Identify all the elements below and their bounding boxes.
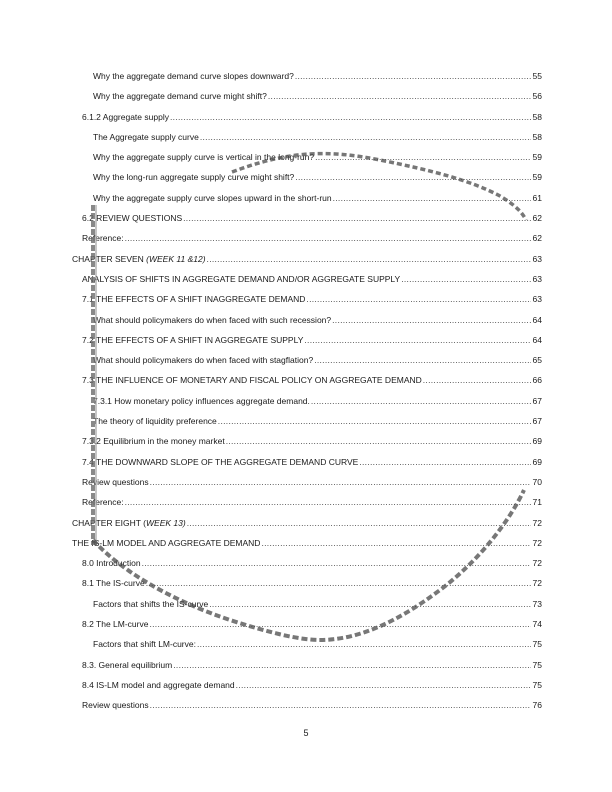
- toc-entry[interactable]: [72, 334, 542, 354]
- toc-leader-dots: [261, 537, 531, 549]
- toc-entry[interactable]: [72, 395, 542, 415]
- toc-entry-label: Factors that shifts the IS-curve: [93, 598, 209, 609]
- toc-entry-label: What should policymakers do when faced with stagflation?: [93, 355, 314, 366]
- toc-leader-dots: [209, 598, 531, 610]
- toc-entry[interactable]: [72, 415, 542, 435]
- toc-page-number: 71: [532, 497, 542, 508]
- toc-page-number: 64: [532, 334, 542, 345]
- toc-entry-label: Why the aggregate demand curve slopes downward?: [93, 71, 294, 81]
- toc-entry[interactable]: [72, 517, 542, 537]
- toc-page-number: 59: [532, 172, 542, 183]
- toc-entry[interactable]: [72, 90, 542, 110]
- toc-entry-label: 7.1 THE EFFECTS OF A SHIFT INAGGREGATE DEMAND: [82, 294, 306, 305]
- toc-entry-label: Reference:: [82, 233, 124, 244]
- toc-leader-dots: [314, 354, 531, 366]
- toc-entry[interactable]: [72, 293, 542, 313]
- toc-leader-dots: [142, 557, 531, 569]
- toc-entry[interactable]: [72, 273, 542, 293]
- toc-entry-label: Why the long-run aggregate supply curve might shift?: [93, 172, 295, 183]
- toc-entry-label: 7.2 THE EFFECTS OF A SHIFT IN AGGREGATE SUPPLY: [82, 334, 304, 345]
- toc-leader-dots: [304, 334, 531, 346]
- toc-page-number: 58: [532, 111, 542, 122]
- toc-entry-label: Review questions: [82, 700, 149, 711]
- toc-page-number: 63: [532, 253, 542, 264]
- toc-page-number: 76: [532, 700, 542, 711]
- toc-leader-dots: [125, 496, 531, 508]
- toc-entry[interactable]: [72, 354, 542, 374]
- toc-entry-label: ANALYSIS OF SHIFTS IN AGGREGATE DEMAND AND/OR AGGREGATE SUPPLY: [82, 273, 401, 284]
- toc-entry-label: Why the aggregate supply curve slopes upward in the short-run: [93, 192, 332, 203]
- toc-page-number: 66: [532, 375, 542, 386]
- table-of-contents: [72, 70, 542, 720]
- toc-entry-label: 7.3.2 Equilibrium in the money market: [82, 436, 225, 447]
- toc-leader-dots: [173, 659, 531, 671]
- page-number: 5: [303, 728, 309, 738]
- toc-page-number: 58: [532, 131, 542, 142]
- toc-entry-label: Reference:: [82, 497, 124, 508]
- toc-page-number: 73: [532, 598, 542, 609]
- toc-entry-label: 8.3. General equilibrium: [82, 659, 173, 670]
- toc-entry[interactable]: [72, 131, 542, 151]
- toc-page-number: 69: [532, 456, 542, 467]
- toc-leader-dots: [311, 395, 531, 407]
- toc-entry[interactable]: [72, 496, 542, 516]
- toc-page-number: 72: [532, 517, 542, 528]
- toc-entry-label: 8.4 IS-LM model and aggregate demand: [82, 679, 235, 690]
- toc-entry-label: Why the aggregate supply curve is vertical in the long-run?: [93, 152, 315, 163]
- toc-leader-dots: [295, 171, 531, 183]
- toc-leader-dots: [333, 192, 531, 204]
- toc-page-number: 65: [532, 355, 542, 366]
- toc-entry-label: 7.3 THE INFLUENCE OF MONETARY AND FISCAL POLICY ON AGGREGATE DEMAND: [82, 375, 422, 386]
- toc-leader-dots: [226, 435, 531, 447]
- toc-entry[interactable]: [72, 659, 542, 679]
- toc-page-number: 72: [532, 558, 542, 569]
- toc-entry-label: CHAPTER EIGHT (WEEK 13): [72, 517, 186, 528]
- toc-leader-dots: [236, 679, 531, 691]
- toc-page-number: 62: [532, 233, 542, 244]
- toc-leader-dots: [200, 131, 531, 143]
- toc-leader-dots: [125, 232, 531, 244]
- toc-page-number: 56: [532, 91, 542, 102]
- toc-entry[interactable]: [72, 577, 542, 597]
- toc-entry[interactable]: [72, 679, 542, 699]
- toc-entry-label: Factors that shift LM-curve:: [93, 639, 196, 650]
- toc-entry[interactable]: [72, 638, 542, 658]
- toc-entry[interactable]: [72, 476, 542, 496]
- toc-entry-label: 8.0 Introduction: [82, 558, 141, 569]
- toc-entry[interactable]: [72, 111, 542, 131]
- toc-entry[interactable]: [72, 557, 542, 577]
- toc-entry[interactable]: [72, 171, 542, 191]
- toc-page-number: 72: [532, 578, 542, 589]
- toc-leader-dots: [197, 638, 531, 650]
- toc-entry[interactable]: [72, 253, 542, 273]
- toc-leader-dots: [146, 577, 531, 589]
- toc-entry-label: The theory of liquidity preference: [93, 416, 217, 427]
- toc-leader-dots: [423, 374, 531, 386]
- toc-page-number: 55: [532, 71, 542, 81]
- toc-page-number: 75: [532, 639, 542, 650]
- toc-leader-dots: [150, 476, 531, 488]
- toc-entry[interactable]: [72, 192, 542, 212]
- toc-leader-dots: [183, 212, 531, 224]
- toc-page-number: 67: [532, 395, 542, 406]
- toc-page-number: 70: [532, 476, 542, 487]
- toc-page-number: 61: [532, 192, 542, 203]
- toc-entry-label: 7.3.1 How monetary policy influences aggregate demand.: [93, 395, 310, 406]
- toc-leader-dots: [306, 293, 531, 305]
- toc-entry-label: 6.1.2 Aggregate supply: [82, 111, 169, 122]
- toc-leader-dots: [401, 273, 531, 285]
- toc-entry[interactable]: [72, 435, 542, 455]
- toc-page-number: 62: [532, 213, 542, 224]
- toc-leader-dots: [218, 415, 531, 427]
- toc-entry-label: What should policymakers do when faced with such recession?: [93, 314, 332, 325]
- toc-page-number: 64: [532, 314, 542, 325]
- toc-entry[interactable]: [72, 212, 542, 232]
- toc-leader-dots: [207, 253, 531, 265]
- toc-page-number: 63: [532, 273, 542, 284]
- toc-entry-label: Why the aggregate demand curve might shift?: [93, 91, 267, 102]
- toc-page-number: 75: [532, 659, 542, 670]
- toc-entry-label: CHAPTER SEVEN (WEEK 11 &12): [72, 253, 206, 264]
- toc-leader-dots: [295, 70, 531, 82]
- toc-leader-dots: [268, 90, 531, 102]
- toc-entry-label: 7.4 THE DOWNWARD SLOPE OF THE AGGREGATE DEMAND CURVE: [82, 456, 359, 467]
- toc-leader-dots: [332, 314, 531, 326]
- toc-leader-dots: [149, 618, 531, 630]
- toc-entry[interactable]: [72, 618, 542, 638]
- toc-entry-label: 6.2 REVIEW QUESTIONS: [82, 213, 183, 224]
- toc-entry-label: The Aggregate supply curve: [93, 131, 199, 142]
- toc-entry[interactable]: [72, 456, 542, 476]
- toc-entry[interactable]: [72, 70, 542, 90]
- toc-page-number: 74: [532, 619, 542, 630]
- toc-entry[interactable]: [72, 699, 542, 719]
- toc-leader-dots: [187, 517, 531, 529]
- toc-leader-dots: [150, 699, 531, 711]
- toc-leader-dots: [315, 151, 531, 163]
- toc-entry[interactable]: [72, 598, 542, 618]
- toc-leader-dots: [359, 456, 531, 468]
- toc-page-number: 72: [532, 537, 542, 548]
- toc-entry-label: 8.1 The IS-curve: [82, 578, 145, 589]
- toc-entry[interactable]: [72, 314, 542, 334]
- toc-entry[interactable]: [72, 537, 542, 557]
- toc-entry[interactable]: [72, 151, 542, 171]
- toc-page-number: 59: [532, 152, 542, 163]
- toc-page-number: 67: [532, 416, 542, 427]
- toc-entry[interactable]: [72, 232, 542, 252]
- toc-page-number: 69: [532, 436, 542, 447]
- toc-entry[interactable]: [72, 374, 542, 394]
- toc-entry-label: THE IS-LM MODEL AND AGGREGATE DEMAND: [72, 537, 261, 548]
- toc-entry-label: 8.2 The LM-curve: [82, 619, 149, 630]
- toc-leader-dots: [170, 111, 531, 123]
- toc-entry-label: Review questions: [82, 476, 149, 487]
- toc-page-number: 63: [532, 294, 542, 305]
- toc-page-number: 75: [532, 679, 542, 690]
